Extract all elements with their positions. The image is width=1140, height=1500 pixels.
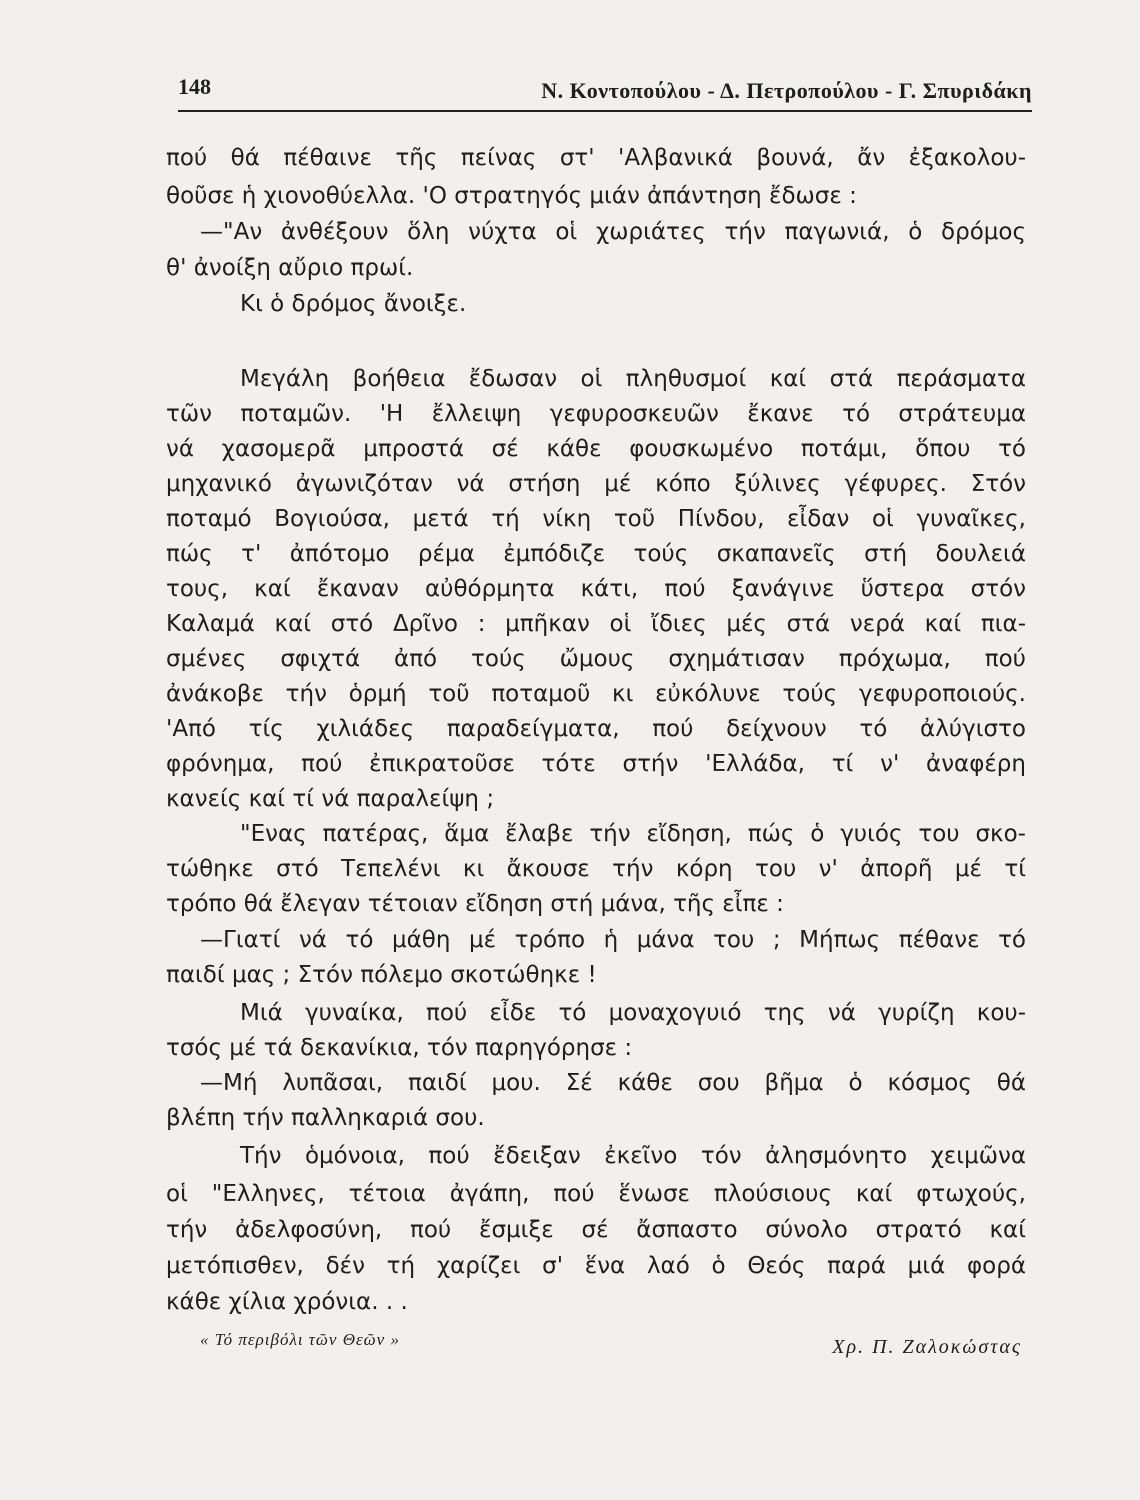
page-number: 148 xyxy=(178,74,211,99)
text-line: τῶν ποταμῶν. 'Η ἔλλειψη γεφυροσκευῶν ἔκανε τό στράτευμα xyxy=(166,401,1026,427)
text-line: —Μή λυπᾶσαι, παιδί μου. Σέ κάθε σου βῆμα ὁ κόσμος θά xyxy=(200,1070,1026,1096)
text-line: Μιά γυναίκα, πού εἶδε τό μοναχογυιό της νά γυρίζη κου- xyxy=(240,1000,1026,1026)
text-line: 'Από τίς χιλιάδες παραδείγματα, πού δείχνουν τό ἀλύγιστο xyxy=(166,716,1026,742)
text-line: Κι ὁ δρόμος ἄνοιξε. xyxy=(240,291,467,317)
page-header xyxy=(178,66,1032,112)
text-line: —Γιατί νά τό μάθη μέ τρόπο ἡ μάνα του ; Μήπως πέθανε τό xyxy=(200,927,1026,953)
text-line: κανείς καί τί νά παραλείψη ; xyxy=(166,786,495,812)
source-citation: « Τό περιβόλι τῶν Θεῶν » xyxy=(200,1330,400,1349)
running-head: Ν. Κοντοπούλου - Δ. Πετροπούλου - Γ. Σπυριδάκη xyxy=(541,78,1032,103)
author-signature: Χρ. Π. Ζαλοκώστας xyxy=(832,1336,1022,1358)
text-line: φρόνημα, πού ἐπικρατοῦσε τότε στήν 'Ελλάδα, τί ν' ἀναφέρη xyxy=(166,751,1026,777)
text-line: μηχανικό ἀγωνιζόταν νά στήση μέ κόπο ξύλινες γέφυρες. Στόν xyxy=(166,471,1026,497)
text-line: ποταμό Βογιούσα, μετά τή νίκη τοῦ Πίνδου, εἶδαν οἱ γυναῖκες, xyxy=(166,506,1026,532)
text-line: παιδί μας ; Στόν πόλεμο σκοτώθηκε ! xyxy=(166,962,597,988)
text-line: βλέπη τήν παλληκαριά σου. xyxy=(166,1105,485,1131)
text-line: σμένες σφιχτά ἀπό τούς ὤμους σχημάτισαν πρόχωμα, πού xyxy=(166,646,1026,672)
text-line: θ' ἀνοίξη αὔριο πρωί. xyxy=(166,255,414,281)
text-line: Μεγάλη βοήθεια ἔδωσαν οἱ πληθυσμοί καί στά περάσματα xyxy=(240,366,1026,392)
text-line: πού θά πέθαινε τῆς πείνας στ' 'Αλβανικά βουνά, ἄν ἐξακολου- xyxy=(166,145,1026,171)
text-line: τήν ἀδελφοσύνη, πού ἔσμιξε σέ ἄσπαστο σύνολο στρατό καί xyxy=(166,1217,1026,1243)
text-line: νά χασομερᾶ μπροστά σέ κάθε φουσκωμένο ποτάμι, ὅπου τό xyxy=(166,436,1026,462)
text-line: —"Αν ἀνθέξουν ὅλη νύχτα οἱ χωριάτες τήν παγωνιά, ὁ δρόμος xyxy=(200,219,1026,245)
text-line: πώς τ' ἀπότομο ρέμα ἐμπόδιζε τούς σκαπανεῖς στή δουλειά xyxy=(166,541,1026,567)
text-line: Καλαμά καί στό Δρῖνο : μπῆκαν οἱ ἴδιες μές στά νερά καί πια- xyxy=(166,611,1026,637)
text-line: τώθηκε στό Τεπελένι κι ἄκουσε τήν κόρη του ν' ἀπορῆ μέ τί xyxy=(166,856,1026,882)
text-line: τσός μέ τά δεκανίκια, τόν παρηγόρησε : xyxy=(166,1035,633,1061)
text-line: "Ενας πατέρας, ἅμα ἔλαβε τήν εἴδηση, πώς ὁ γυιός του σκο- xyxy=(240,821,1026,847)
text-line: οἱ "Ελληνες, τέτοια ἀγάπη, πού ἕνωσε πλούσιους καί φτωχούς, xyxy=(166,1181,1026,1207)
text-line: ἀνάκοβε τήν ὁρμή τοῦ ποταμοῦ κι εὐκόλυνε τούς γεφυροποιούς. xyxy=(166,681,1026,707)
text-line: κάθε χίλια χρόνια. . . xyxy=(166,1289,408,1315)
text-line: θοῦσε ἡ χιονοθύελλα. 'Ο στρατηγός μιάν ἀπάντηση ἔδωσε : xyxy=(166,183,857,209)
text-line: μετόπισθεν, δέν τή χαρίζει σ' ἕνα λαό ὁ Θεός παρά μιά φορά xyxy=(166,1253,1026,1279)
text-line: τους, καί ἔκαναν αὐθόρμητα κάτι, πού ξανάγινε ὕστερα στόν xyxy=(166,576,1026,602)
text-line: τρόπο θά ἔλεγαν τέτοιαν εἴδηση στή μάνα, τῆς εἶπε : xyxy=(166,891,784,917)
text-line: Τήν ὁμόνοια, πού ἔδειξαν ἐκεῖνο τόν ἀλησμόνητο χειμῶνα xyxy=(240,1143,1026,1169)
